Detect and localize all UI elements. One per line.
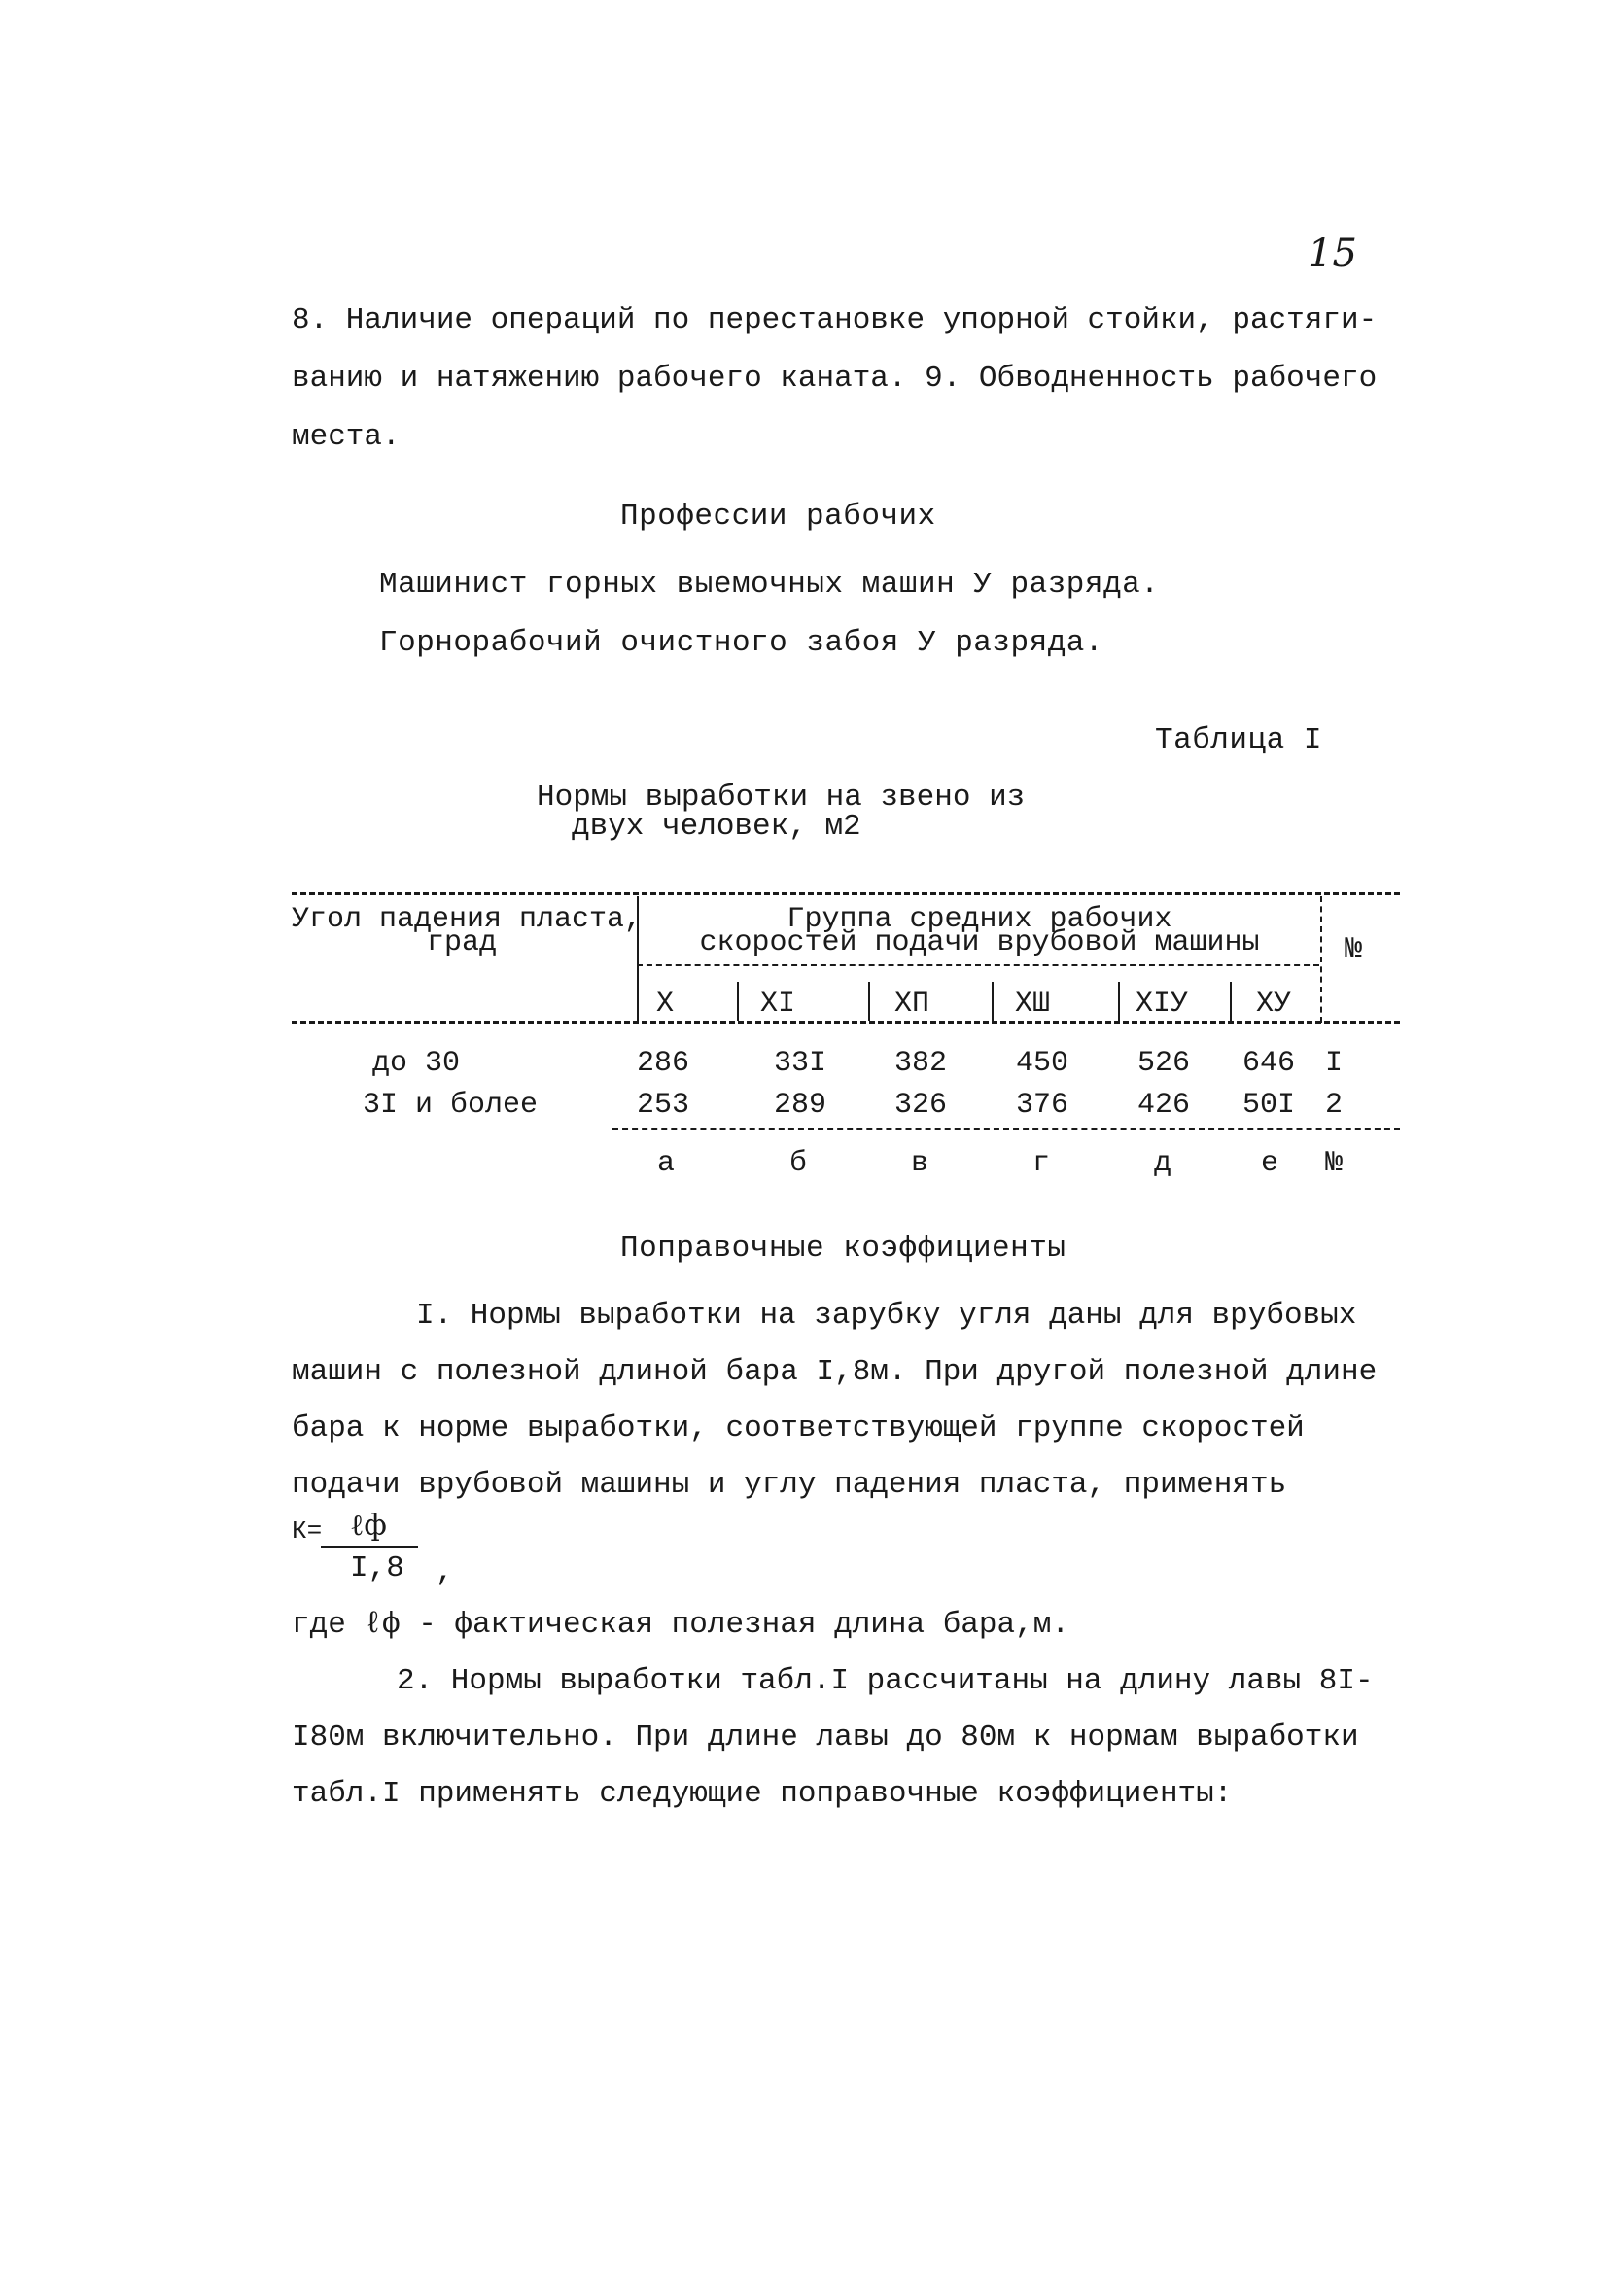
table-cell: 50I: [1242, 1089, 1296, 1122]
group-col-header: X: [656, 988, 675, 1021]
coefficients-title: Поправочные коэффициенты: [620, 1232, 1066, 1266]
intro-line-1: 8. Наличие операций по перестановке упорной стойки, растяги-: [292, 303, 1378, 337]
table-caption: [537, 783, 1042, 842]
table-cell: 253: [637, 1089, 690, 1122]
table-label: Таблица I: [1155, 723, 1322, 757]
num-header: №: [1345, 933, 1363, 966]
table-cell: 526: [1137, 1047, 1191, 1080]
row-angle: до 30: [372, 1047, 461, 1080]
angle-header-line-2: град: [426, 926, 497, 959]
formula-lhs: К=: [292, 1516, 323, 1546]
column-letter: г: [1032, 1147, 1051, 1180]
formula-numerator: ℓф: [350, 1509, 387, 1543]
row-angle: 3I и более: [363, 1089, 539, 1122]
formula-comma: ,: [436, 1555, 454, 1589]
paragraph-2-line: I80м включительно. При длине лавы до 80м к нормам выработки: [292, 1721, 1359, 1755]
table-header-rule: [292, 1021, 1400, 1024]
column-letter: д: [1154, 1147, 1172, 1180]
profession-item: Машинист горных выемочных машин У разряда.: [379, 568, 1160, 602]
paragraph-1-line: подачи врубовой машины и углу падения пласта, применять: [292, 1468, 1287, 1502]
table-cell: 326: [894, 1089, 948, 1122]
table-caption-line-2: двух человек, м2: [572, 810, 861, 844]
group-col-header: XШ: [1015, 988, 1051, 1021]
table-divider: [1230, 982, 1232, 1021]
group-header-line-2: скоростей подачи врубовой машины: [699, 926, 1260, 959]
table-cell: 382: [894, 1047, 948, 1080]
column-letter: в: [911, 1147, 929, 1180]
table-divider: [1320, 896, 1322, 1023]
table-divider: [992, 982, 994, 1021]
row-number: 2: [1325, 1089, 1344, 1122]
intro-line-2: ванию и натяжению рабочего каната. 9. Обводненность рабочего: [292, 362, 1378, 396]
paragraph-2-line: табл.I применять следующие поправочные коэффициенты:: [292, 1777, 1233, 1811]
table-top-rule: [292, 892, 1400, 895]
table-cell: 376: [1016, 1089, 1069, 1122]
letters-num-label: №: [1325, 1147, 1344, 1180]
table-cell: 286: [637, 1047, 690, 1080]
group-header-line-1: Группа средних рабочих: [787, 903, 1172, 936]
column-letter: е: [1261, 1147, 1279, 1180]
profession-item: Горнорабочий очистного забоя У разряда.: [379, 626, 1104, 660]
group-col-header: XУ: [1256, 988, 1292, 1021]
paragraph-1-line: I. Нормы выработки на зарубку угля даны для врубовых: [416, 1299, 1357, 1333]
paragraph-2-line: 2. Нормы выработки табл.I рассчитаны на длину лавы 8I-: [397, 1664, 1374, 1698]
table-divider: [868, 982, 870, 1021]
table-caption-line-1: Нормы выработки на звено из: [537, 781, 1026, 815]
table-cell: 33I: [774, 1047, 827, 1080]
column-letter: а: [657, 1147, 676, 1180]
table-cell: 646: [1242, 1047, 1296, 1080]
angle-header-line-1: Угол падения пласта,: [292, 903, 643, 936]
table-cell: 450: [1016, 1047, 1069, 1080]
intro-line-3: места.: [292, 420, 401, 454]
table-cell: 426: [1137, 1089, 1191, 1122]
table-divider: [1118, 982, 1120, 1021]
table-group-rule: [637, 964, 1319, 966]
column-letter: б: [789, 1147, 808, 1180]
group-col-header: XП: [894, 988, 930, 1021]
paragraph-1-line: бара к норме выработки, соответствующей группе скоростей: [292, 1411, 1305, 1445]
group-header: [642, 903, 1317, 959]
angle-header: [292, 903, 643, 959]
formula-denominator: I,8: [350, 1551, 404, 1585]
group-col-header: XI: [760, 988, 796, 1021]
formula-fraction-bar: [321, 1546, 418, 1548]
table-cell: 289: [774, 1089, 827, 1122]
professions-title: Профессии рабочих: [620, 500, 936, 534]
row-number: I: [1325, 1047, 1344, 1080]
where-line: где ℓф - фактическая полезная длина бара,м.: [292, 1608, 1069, 1642]
intro-paragraph: [292, 292, 1378, 467]
group-col-header: XIУ: [1136, 988, 1189, 1021]
table-body-rule: [612, 1128, 1400, 1130]
page-number: 15: [1308, 231, 1357, 276]
table-divider: [737, 982, 739, 1021]
paragraph-1-line: машин с полезной длиной бара I,8м. При другой полезной длине: [292, 1355, 1378, 1389]
